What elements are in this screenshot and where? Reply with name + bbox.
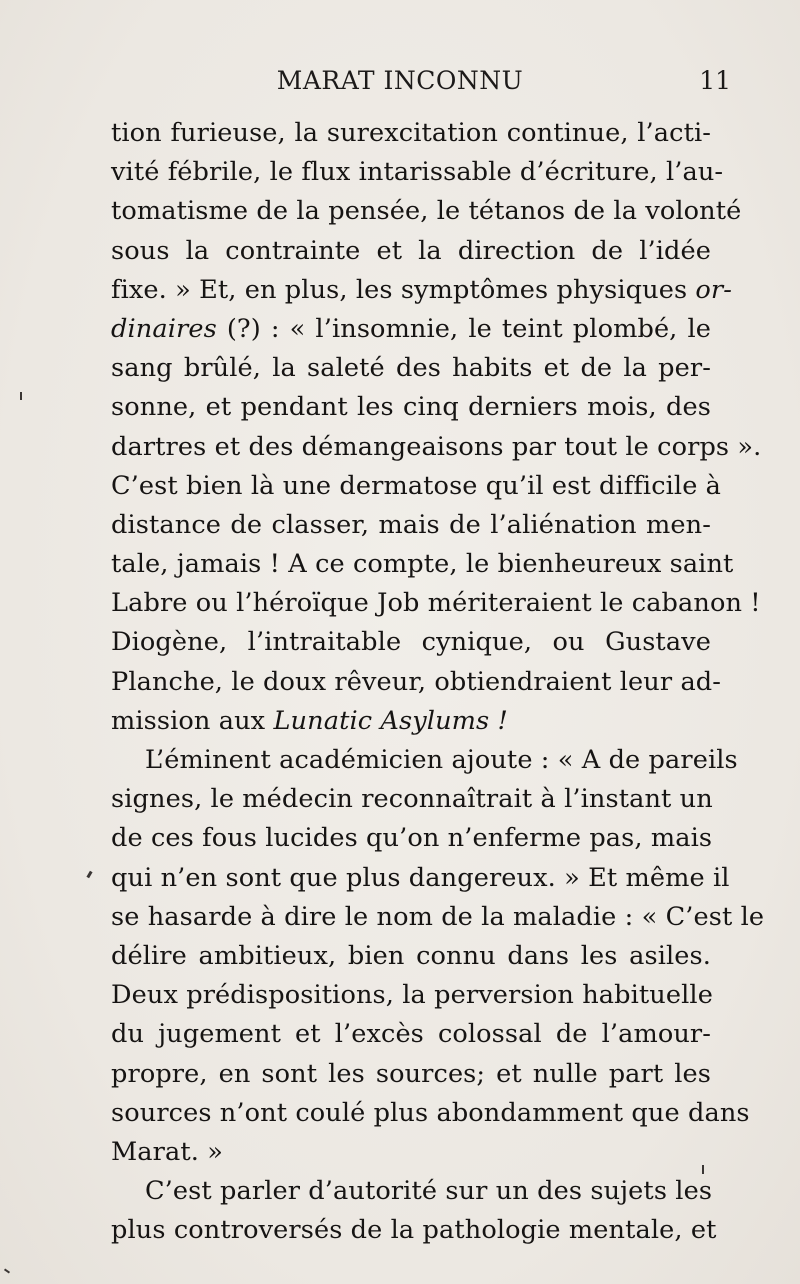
line-text: distance de classer, mais de l’aliénation men-	[111, 509, 711, 540]
running-title: MARAT INCONNU	[276, 66, 524, 95]
line-text: se hasarde à dire le nom de la maladie : « C’est le	[111, 901, 765, 932]
line-text: propre, en sont les sources; et nulle part les	[111, 1058, 711, 1089]
text-line	[111, 898, 765, 937]
text-line	[111, 1133, 711, 1172]
text-line	[111, 937, 711, 976]
line-text: (?) : « l’insomnie, le teint plombé, le	[216, 313, 711, 344]
line-text: L’éminent académicien ajoute : « A de pareils	[145, 745, 738, 775]
text-line	[111, 428, 762, 467]
line-text: sonne, et pendant les cinq derniers mois, des	[111, 392, 711, 423]
stray-mark	[86, 871, 92, 879]
text-line	[111, 545, 734, 584]
line-text: mission aux	[111, 705, 274, 736]
line-text: de ces fous lucides qu’on n’enferme pas, mais	[111, 823, 713, 854]
body-text	[111, 114, 765, 1250]
line-text: Marat. »	[111, 1136, 223, 1167]
text-line	[111, 623, 711, 662]
text-line	[111, 232, 711, 271]
line-text: dartres et des démangeaisons par tout le corps ».	[111, 431, 762, 462]
stray-mark	[20, 392, 22, 400]
text-line	[111, 506, 711, 545]
line-text: Diogène, l’intraitable cynique, ou Gustave	[111, 627, 711, 658]
text-line	[111, 1015, 711, 1054]
line-text: délire ambitieux, bien connu dans les asiles.	[111, 940, 711, 971]
text-line	[111, 663, 722, 702]
line-text: tomatisme de la pensée, le tétanos de la volonté	[111, 196, 742, 227]
line-text: Labre ou l’héroïque Job mériteraient le cabanon !	[111, 588, 761, 619]
text-line	[111, 271, 733, 310]
text-line	[111, 1055, 711, 1094]
page-number: 11	[699, 66, 731, 95]
line-text: sous la contrainte et la direction de l’idée	[111, 235, 711, 266]
italic-text: Lunatic Asylums !	[273, 705, 508, 736]
text-line	[111, 859, 730, 898]
line-text: signes, le médecin reconnaîtrait à l’instant un	[111, 784, 713, 815]
text-line	[111, 584, 761, 623]
text-line	[111, 780, 711, 819]
line-text: vité fébrile, le flux intarissable d’écriture, l’au-	[111, 157, 724, 188]
line-text: Planche, le doux rêveur, obtiendraient leur ad-	[111, 666, 722, 697]
text-line	[111, 1172, 711, 1211]
text-line	[111, 741, 738, 780]
line-text: plus controversés de la pathologie mentale, et	[111, 1215, 717, 1246]
text-line	[111, 388, 711, 427]
text-line	[111, 819, 711, 858]
stray-mark	[4, 1268, 10, 1273]
stray-mark	[702, 1165, 704, 1174]
text-line	[111, 192, 742, 231]
line-text: sang brûlé, la saleté des habits et de la per-	[111, 353, 711, 384]
text-line	[111, 1094, 750, 1133]
italic-text: dinaires	[111, 313, 217, 344]
text-line	[111, 310, 711, 349]
line-text: Deux prédispositions, la perversion habituelle	[111, 980, 713, 1011]
line-text: tion furieuse, la surexcitation continue, l’acti-	[111, 118, 711, 148]
line-text: C’est bien là une dermatose qu’il est difficile à	[111, 470, 722, 501]
text-line	[111, 702, 711, 741]
text-line	[111, 349, 711, 388]
line-text: qui n’en sont que plus dangereux. » Et même il	[111, 862, 730, 893]
page-header	[0, 66, 800, 106]
text-line	[111, 467, 722, 506]
line-text: sources n’ont coulé plus abondamment que dans	[111, 1097, 750, 1128]
text-line	[111, 153, 724, 192]
text-line	[111, 1211, 717, 1250]
text-line	[111, 976, 711, 1015]
line-text: C’est parler d’autorité sur un des sujets les	[145, 1176, 713, 1207]
line-text: fixe. » Et, en plus, les symptômes physiques	[111, 274, 696, 305]
text-line	[111, 114, 711, 153]
italic-text: or-	[695, 274, 733, 305]
line-text: tale, jamais ! A ce compte, le bienheureux saint	[111, 549, 734, 580]
line-text: du jugement et l’excès colossal de l’amour-	[111, 1019, 711, 1050]
